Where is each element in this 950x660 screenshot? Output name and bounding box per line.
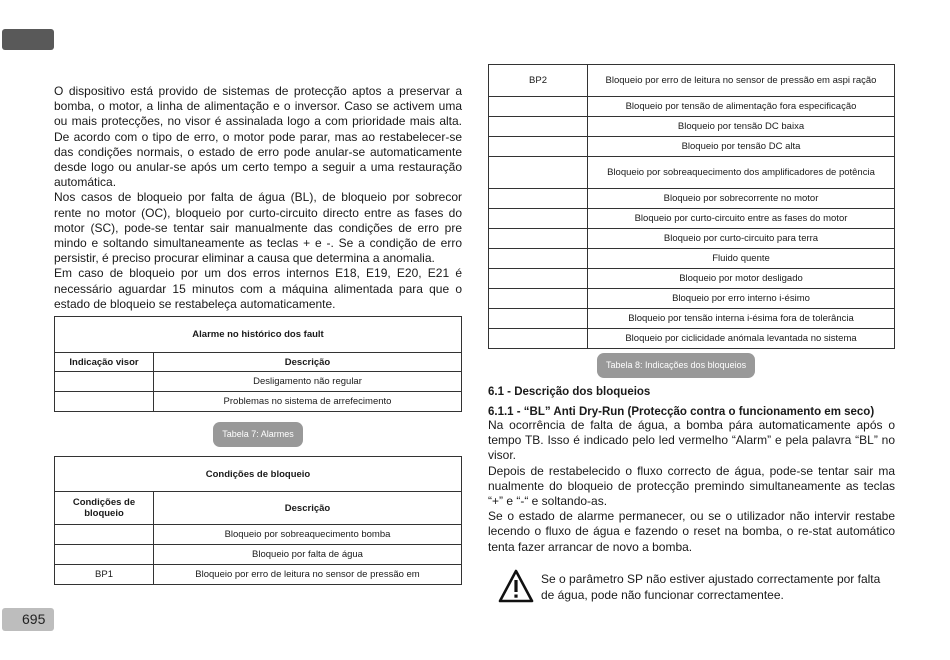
- blocking-table-part2: [488, 64, 895, 349]
- row-code: [55, 372, 154, 392]
- table-row: [55, 545, 462, 565]
- section-6-1-1-heading: 6.1.1 - “BL” Anti Dry-Run (Protecção contra o funcionamento em seco): [488, 406, 875, 418]
- blocking-table-part1: [54, 456, 462, 585]
- intro-paragraph: O dispositivo está provido de sistemas de protecção aptos a preservar a bomba, o motor, a linha de alimentação e o inversor. Caso se activem uma ou mais protecções, no visor é assinalada logo a com prioridade mais alta. De acordo com o tipo de erro, o motor pode parar, mas ao restabelecer-se das condições normais, o estado de erro pode anular-se automaticamente desde logo ou anular-se após um certo tempo a seguir a uma restauração automática.: [54, 84, 462, 190]
- page-number: 695: [2, 608, 54, 631]
- row-code: [55, 545, 154, 565]
- bl-paragraph-2: Depois de restabelecido o fluxo correcto de água, pode-se tentar sair ma nualmente do bloqueio de protecção premindo simultaneamente as teclas “+” e “-“ e soltando-as.: [488, 463, 895, 509]
- table-8-caption: Tabela 8: Indicações dos bloqueios: [597, 353, 755, 378]
- row-code: BP2: [489, 65, 588, 97]
- table-row: [55, 392, 462, 412]
- table-7-caption: Tabela 7: Alarmes: [213, 422, 303, 447]
- row-desc: Bloqueio por curto-circuito entre as fases do motor: [588, 209, 895, 229]
- col-header-condicoes: Condições de bloqueio: [55, 492, 154, 525]
- col-header-indicacao: Indicação visor: [55, 353, 154, 372]
- row-code: [489, 189, 588, 209]
- row-desc: Bloqueio por tensão interna i-ésima fora de tolerância: [588, 309, 895, 329]
- row-desc: Bloqueio por curto-circuito para terra: [588, 229, 895, 249]
- row-code: [489, 309, 588, 329]
- row-desc: Bloqueio por sobreaquecimento bomba: [154, 525, 462, 545]
- row-desc: Bloqueio por tensão DC alta: [588, 137, 895, 157]
- row-desc: Bloqueio por erro interno i-ésimo: [588, 289, 895, 309]
- table-row: [489, 329, 895, 349]
- row-desc: Bloqueio por tensão de alimentação fora especificação: [588, 97, 895, 117]
- warning-triangle-icon: [498, 568, 534, 604]
- row-desc: Bloqueio por motor desligado: [588, 269, 895, 289]
- row-code: [489, 249, 588, 269]
- table-row: [489, 137, 895, 157]
- table-row: [489, 65, 895, 97]
- section-6-1-heading: 6.1 - Descrição dos bloqueios: [488, 386, 651, 398]
- alarms-table: [54, 316, 462, 412]
- row-desc: Desligamento não regular: [154, 372, 462, 392]
- table-row: [489, 229, 895, 249]
- bl-paragraph-3: Se o estado de alarme permanecer, ou se o utilizador não intervir restabe lecendo o fluxo de água e fazendo o reset na bomba, o re-stat automático tenta fazer arrancar de novo a bomba.: [488, 509, 895, 554]
- row-desc: Bloqueio por falta de água: [154, 545, 462, 565]
- col-header-descricao: Descrição: [154, 353, 462, 372]
- left-column: [54, 84, 462, 585]
- chapter-tab-marker: [2, 29, 54, 50]
- table-row: [489, 97, 895, 117]
- row-desc: Bloqueio por tensão DC baixa: [588, 117, 895, 137]
- row-code: [55, 392, 154, 412]
- table-row: [489, 157, 895, 189]
- right-column: [488, 64, 895, 555]
- row-code: BP1: [55, 565, 154, 585]
- table-row: [489, 189, 895, 209]
- row-desc: Bloqueio por erro de leitura no sensor de pressão em aspi ração: [588, 65, 895, 97]
- blocking-table-title: Condições de bloqueio: [55, 457, 462, 492]
- row-code: [55, 525, 154, 545]
- row-desc: Bloqueio por ciclicidade anómala levantada no sistema: [588, 329, 895, 349]
- row-desc: Fluido quente: [588, 249, 895, 269]
- row-code: [489, 137, 588, 157]
- row-desc: Bloqueio por sobrecorrente no motor: [588, 189, 895, 209]
- row-code: [489, 157, 588, 189]
- row-code: [489, 97, 588, 117]
- third-paragraph: Em caso de bloqueio por um dos erros internos E18, E19, E20, E21 é necessário aguardar 15 minutos com a máquina alimentada para que o estado de bloqueio se restabeleça automaticamente.: [54, 266, 462, 311]
- row-code: [489, 117, 588, 137]
- row-code: [489, 289, 588, 309]
- table-row: [489, 269, 895, 289]
- second-paragraph: Nos casos de bloqueio por falta de água (BL), de bloqueio por sobrecor rente no motor (OC), bloqueio por curto-circuito directo entre as fases do motor (SC), pode-se tentar sair manualmente das condições de erro pre mindo e soltando simultaneamente as teclas + e -. Se a condição de erro persistir, é preciso procurar eliminar a causa que determina a anomalia.: [54, 190, 462, 266]
- table-row: [489, 209, 895, 229]
- table-row: [55, 525, 462, 545]
- row-code: [489, 209, 588, 229]
- row-desc: Bloqueio por erro de leitura no sensor de pressão em: [154, 565, 462, 585]
- table-row: [489, 309, 895, 329]
- table-row: [55, 372, 462, 392]
- row-desc: Bloqueio por sobreaquecimento dos amplificadores de potência: [588, 157, 895, 189]
- row-code: [489, 329, 588, 349]
- row-code: [489, 269, 588, 289]
- warning-note: Se o parâmetro SP não estiver ajustado correctamente por falta de água, pode não funcionar correctamentee.: [541, 572, 881, 602]
- table-row: [489, 289, 895, 309]
- col-header-descricao: Descrição: [154, 492, 462, 525]
- table-row: [55, 565, 462, 585]
- table-row: [489, 249, 895, 269]
- table-row: [489, 117, 895, 137]
- row-code: [489, 229, 588, 249]
- row-desc: Problemas no sistema de arrefecimento: [154, 392, 462, 412]
- alarms-table-title: Alarme no histórico dos fault: [55, 317, 462, 353]
- bl-paragraph-1: Na ocorrência de falta de água, a bomba pára automaticamente após o tempo TB. Isso é indicado pelo led vermelho “Alarm” e pela palavra “BL” no visor.: [488, 418, 895, 463]
